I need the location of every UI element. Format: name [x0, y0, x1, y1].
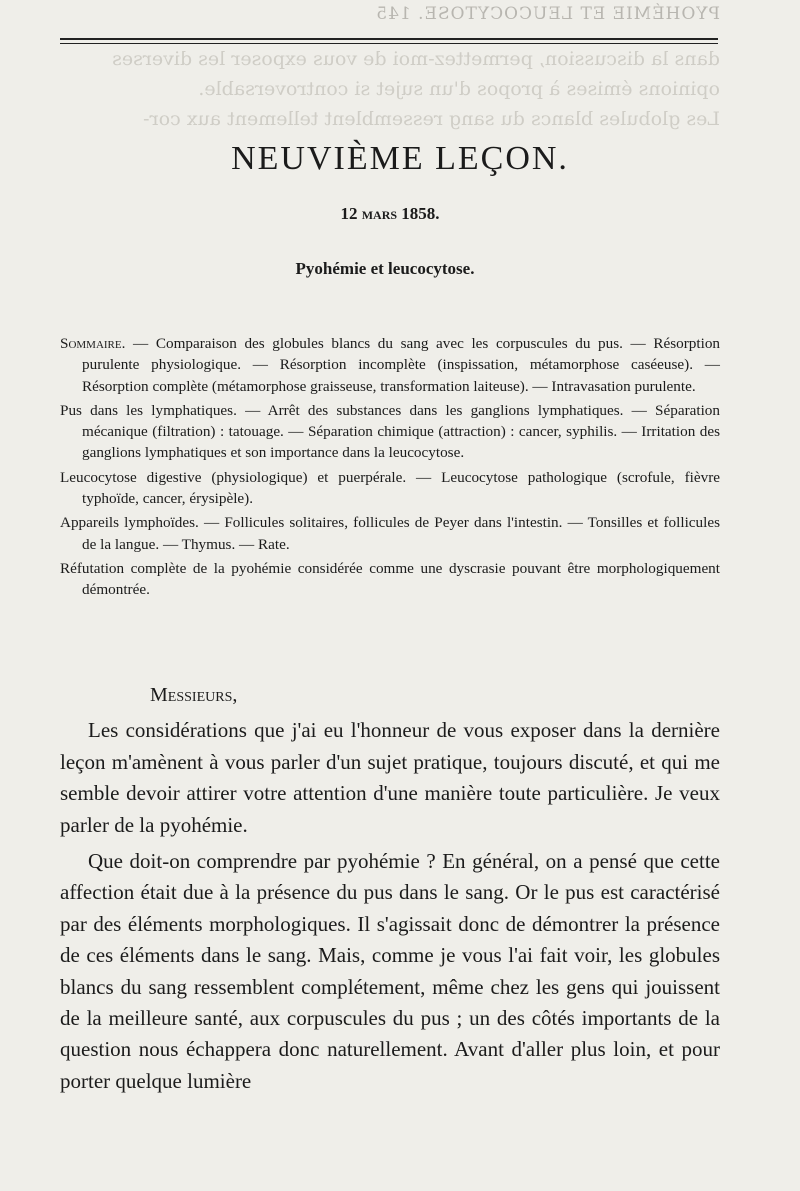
summary-text: — Comparaison des globules blancs du sang avec les corpuscules du pus. — Résorption purulente physiologique. — Résorption incomplète (inspissation, métamorphose caséeuse). — Résorption complète (métamorphose graisseuse, transformation laiteuse). — Intravasation purulente. — [82, 335, 721, 395]
lecture-body — [60, 680, 720, 1102]
lecture-subtitle: Pyohémie et leucocytose. — [295, 259, 475, 278]
date-day: 12 — [340, 204, 358, 223]
lecture-title: NEUVIÈME LEÇON. — [231, 140, 569, 177]
summary-paragraph: Réfutation complète de la pyohémie considérée comme une dyscrasie pouvant être morphologiquement démontrée. — [60, 559, 720, 599]
date-month: mars — [361, 204, 398, 223]
body-paragraph: Que doit-on comprendre par pyohémie ? En général, on a pensé que cette affection était due à la présence du pus dans le sang. Or le pus est caractérisé par des éléments morphologiques. Il s'agissait donc de démontrer la présence de ces éléments dans le sang. Mais, comme je vous l'ai fait voir, les globules blancs du sang ressemblent complétement, même chez les gens qui jouissent de la meilleure santé, aux corpuscules du pus ; un des côtés importants de la question nous échappera donc naturellement. Avant d'aller plus loin, et pour porter quelque lumière — [60, 849, 720, 1093]
summary-paragraph: Appareils lymphoïdes. — Follicules solitaires, follicules de Peyer dans l'intestin. — Tonsilles et follicules de la langue. — Thymus. — Rate. — [60, 514, 720, 553]
running-head-show-through: PYOHÉMIE ET LEUCOCYTOSE. 145 — [375, 4, 720, 24]
summary-block — [60, 333, 720, 604]
show-through-line: dans la discussion, permettez-moi de vous exposer les diverses — [112, 48, 720, 70]
date-year: 1858. — [401, 204, 440, 223]
show-through-line: opinions émises à propos d'un sujet si controversable. — [198, 78, 720, 100]
summary-paragraph — [60, 333, 720, 397]
summary-paragraph: Pus dans les lymphatiques. — Arrêt des substances dans les ganglions lymphatiques. — Séparation mécanique (filtration) : tatouage. — Séparation chimique (attraction) : cancer, syphilis. — Irritation des ganglions lymphatiques et son importance dans la leucocytose. — [60, 401, 720, 462]
body-paragraph: Les considérations que j'ai eu l'honneur de vous exposer dans la dernière leçon m'amènent à vous parler d'un sujet pratique, toujours discuté, et qui me semble devoir attirer votre attention d'une manière toute particulière. Je veux parler de la pyohémie. — [60, 718, 720, 837]
summary-paragraph: Leucocytose digestive (physiologique) et puerpérale. — Leucocytose pathologique (scrofule, fièvre typhoïde, cancer, érysipèle). — [60, 468, 720, 508]
header-rule-thin — [60, 43, 718, 44]
summary-lead: Sommaire. — [60, 335, 126, 352]
header-rule-thick — [60, 38, 718, 40]
show-through-line: Les globules blancs du sang ressemblent tellement aux cor- — [143, 108, 720, 130]
salutation: Messieurs, — [150, 684, 238, 706]
lecture-date — [0, 204, 780, 224]
